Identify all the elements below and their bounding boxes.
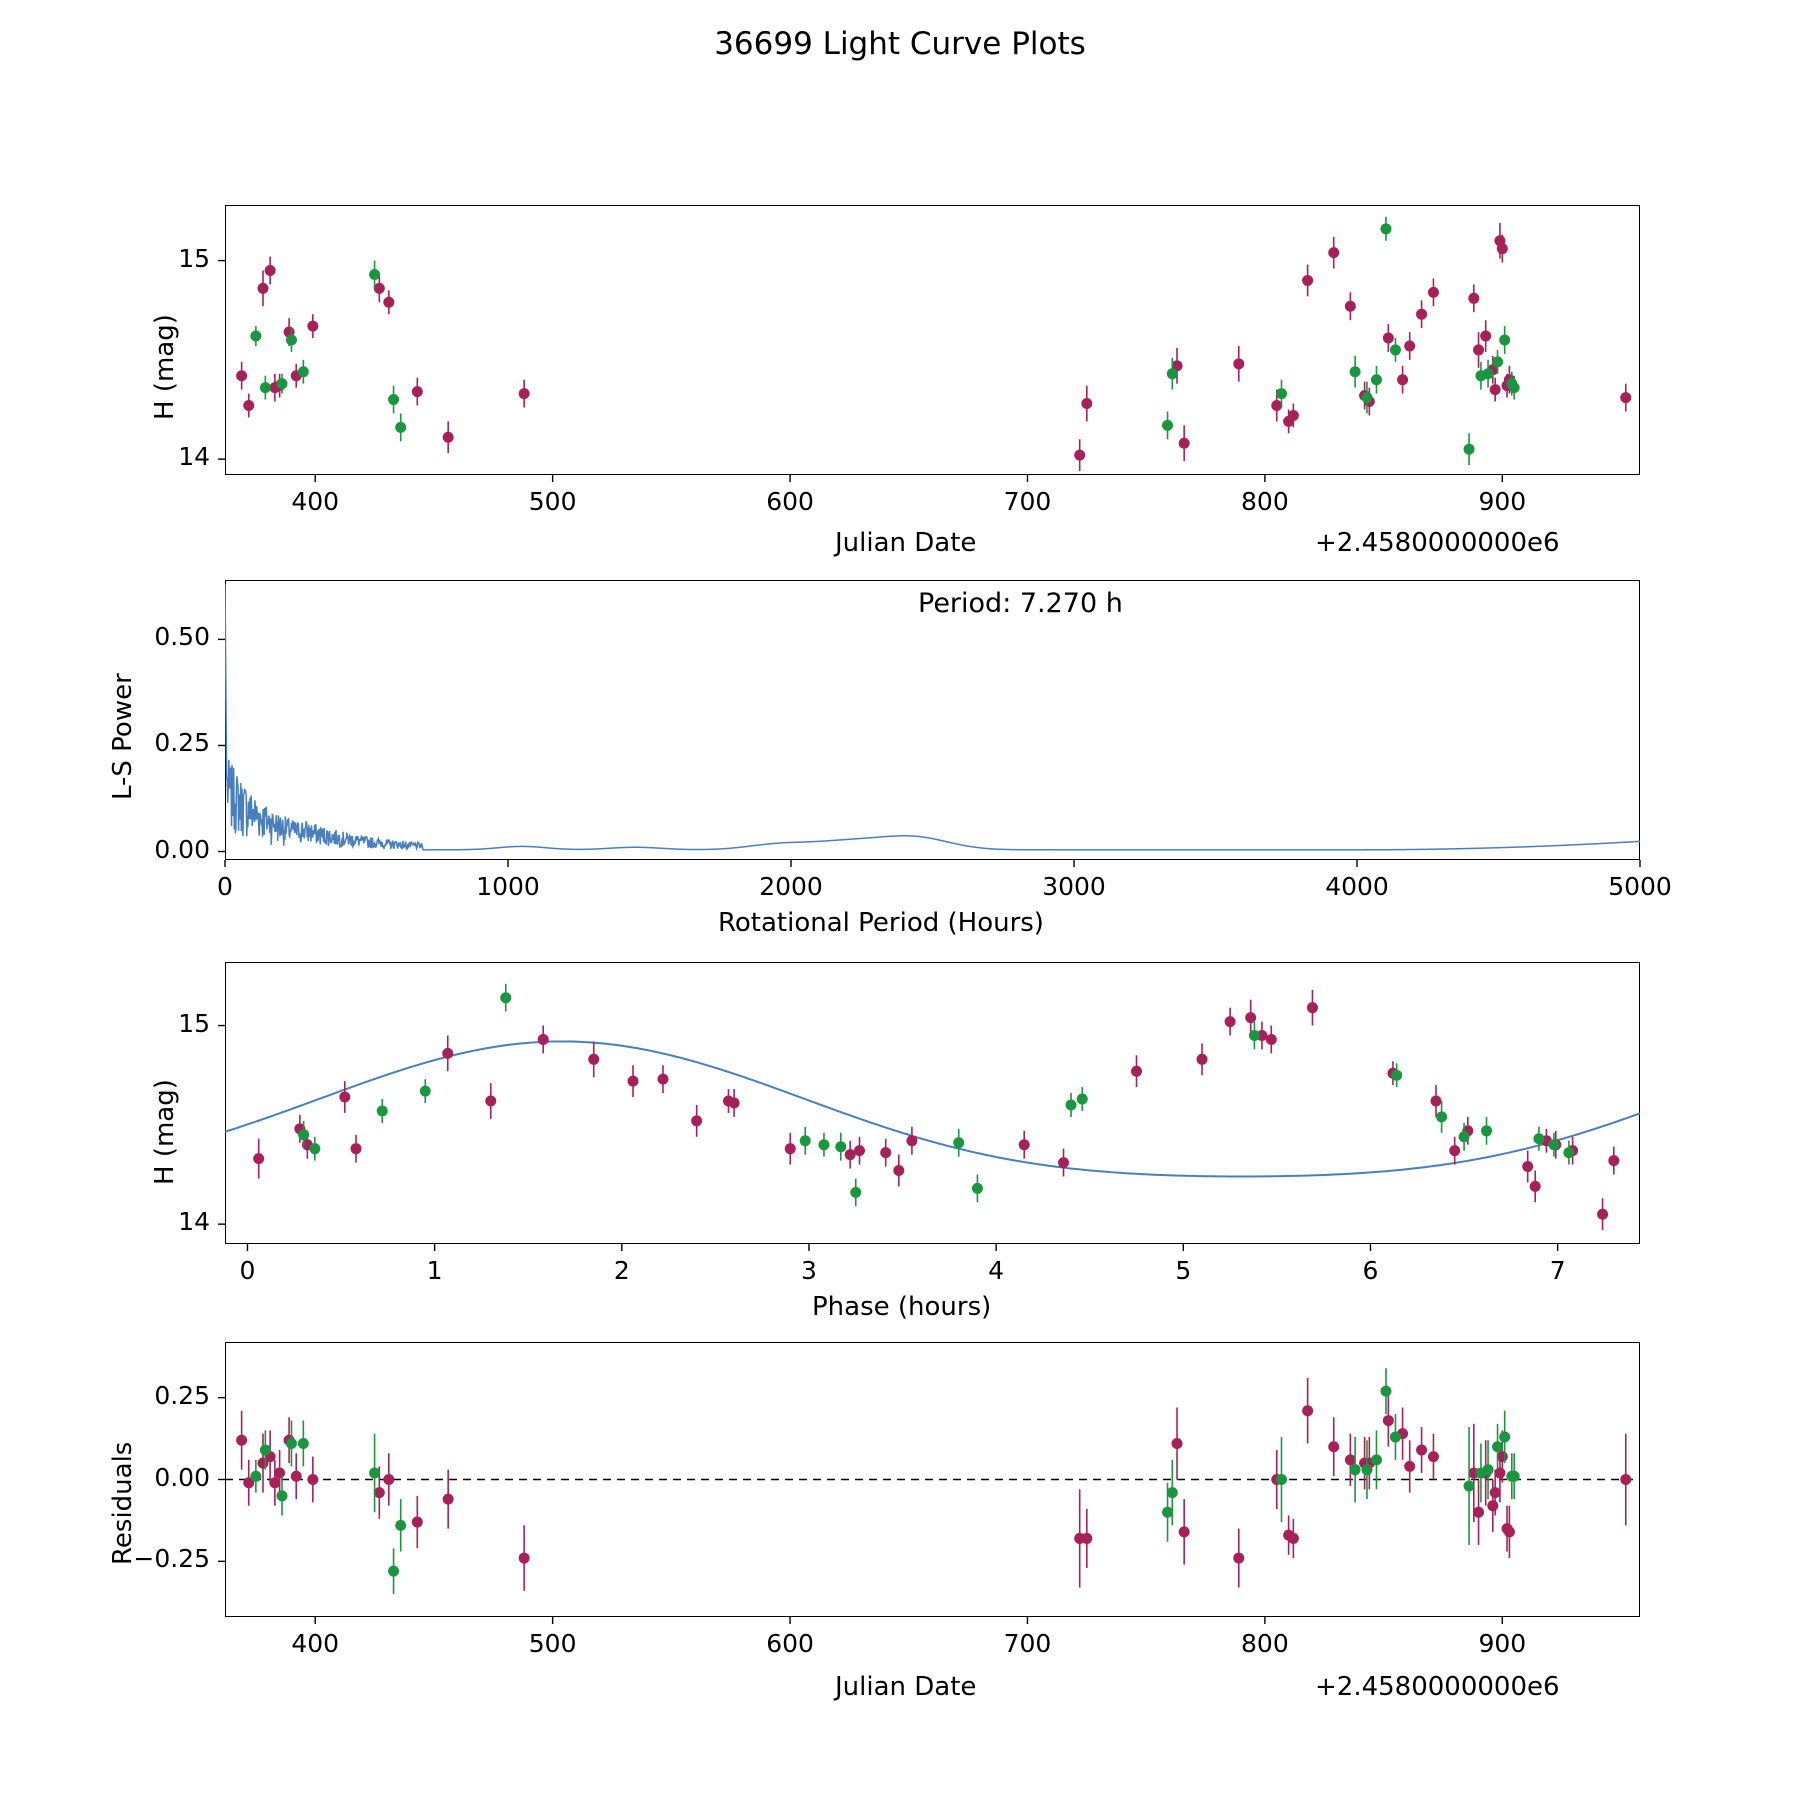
series-survey-b <box>298 984 1574 1206</box>
period-annotation: Period: 7.270 h <box>918 588 1123 619</box>
series-survey-b <box>250 1368 1519 1594</box>
x-tick-label: 2 <box>613 1256 630 1285</box>
x-tick-label: 400 <box>291 1629 340 1658</box>
x-tick-label: 600 <box>766 1629 814 1658</box>
y-tick-label: 0.00 <box>154 1462 210 1492</box>
x-offset-text-lightcurve: +2.4580000000e6 <box>1315 528 1560 558</box>
x-tick-label: 700 <box>1003 1629 1052 1658</box>
x-tick-label: 7 <box>1549 1256 1566 1285</box>
y-tick-label: 0.25 <box>154 728 210 758</box>
x-tick-label: 500 <box>528 487 577 516</box>
y-tick-label: 0.00 <box>154 834 210 864</box>
axis-label-x-residuals: Julian Date <box>835 1672 977 1702</box>
x-tick-label: 4000 <box>1325 872 1389 901</box>
x-tick-label: 800 <box>1241 487 1289 516</box>
x-tick-label: 5 <box>1175 1256 1192 1285</box>
x-tick-label: 3 <box>801 1256 817 1285</box>
series-survey-a <box>253 990 1619 1230</box>
axis-label-y-phase: H (mag) <box>150 1079 180 1185</box>
y-tick-label: 14 <box>178 442 210 472</box>
x-offset-text-residuals: +2.4580000000e6 <box>1315 1672 1560 1702</box>
axis-label-x-periodogram: Rotational Period (Hours) <box>718 908 1044 938</box>
y-tick-label: 0.25 <box>154 1380 210 1410</box>
x-tick-label: 0 <box>217 872 233 901</box>
x-tick-label: 600 <box>766 487 814 516</box>
axis-label-x-lightcurve: Julian Date <box>835 528 977 558</box>
y-tick-label: 0.50 <box>154 622 210 652</box>
axis-label-y-residuals: Residuals <box>108 1441 138 1565</box>
x-tick-label: 3000 <box>1042 872 1106 901</box>
y-tick-label: 14 <box>178 1207 210 1237</box>
series-survey-a <box>236 223 1631 471</box>
y-tick-label: −0.25 <box>133 1544 210 1574</box>
x-tick-label: 900 <box>1478 1629 1527 1658</box>
x-tick-label: 700 <box>1003 487 1052 516</box>
x-tick-label: 1 <box>426 1256 443 1285</box>
x-tick-label: 800 <box>1241 1629 1289 1658</box>
axis-label-x-phase: Phase (hours) <box>812 1292 992 1322</box>
x-tick-label: 1000 <box>476 872 540 901</box>
series-survey-a <box>236 1378 1631 1591</box>
x-tick-label: 6 <box>1362 1256 1379 1285</box>
axis-label-y-periodogram: L-S Power <box>108 673 138 800</box>
axis-label-y-lightcurve: H (mag) <box>150 314 180 420</box>
y-tick-label: 15 <box>178 1008 210 1038</box>
model-fit-line <box>225 1041 1640 1176</box>
x-tick-label: 5000 <box>1608 872 1672 901</box>
x-tick-label: 0 <box>239 1256 256 1285</box>
page-title: 36699 Light Curve Plots <box>714 26 1086 62</box>
x-tick-label: 500 <box>528 1629 577 1658</box>
x-tick-label: 400 <box>291 487 340 516</box>
x-tick-label: 2000 <box>759 872 823 901</box>
y-tick-label: 15 <box>178 243 210 273</box>
x-tick-label: 900 <box>1478 487 1527 516</box>
x-tick-label: 4 <box>988 1256 1005 1285</box>
periodogram-line <box>225 584 1640 850</box>
